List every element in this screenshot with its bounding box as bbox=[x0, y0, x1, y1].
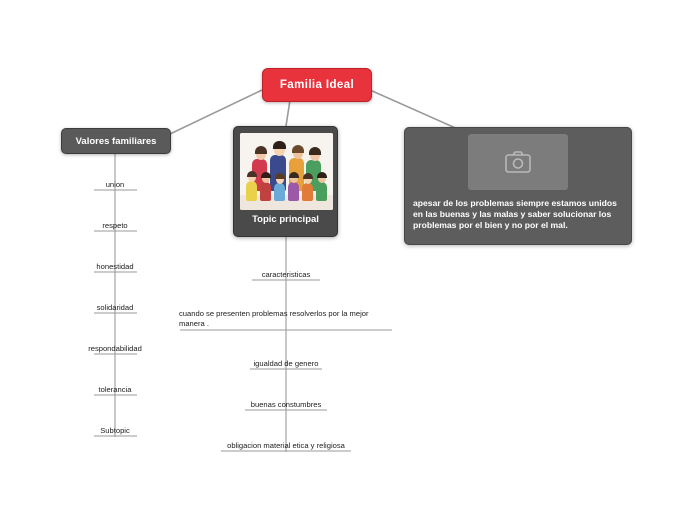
leaf-obligacion-material[interactable]: obligacion material etica y religiosa bbox=[227, 441, 345, 450]
branch-header-label: Valores familiares bbox=[75, 135, 157, 147]
leaf-tolerancia[interactable]: tolerancia bbox=[98, 385, 132, 394]
leaf-subtopic[interactable]: Subtopic bbox=[100, 426, 130, 435]
leaf-buenas-constumbres[interactable]: buenas constumbres bbox=[250, 400, 322, 409]
family-illustration bbox=[240, 133, 333, 210]
leaf-union[interactable]: union bbox=[105, 180, 125, 189]
leaf-resolver-problemas[interactable]: cuando se presenten problemas resolverlos por la mejor manera . bbox=[179, 309, 369, 328]
leaf-honestidad[interactable]: honestidad bbox=[96, 262, 134, 271]
topic-principal-label: Topic principal bbox=[252, 214, 319, 225]
leaf-caracteristicas[interactable]: caracteristicas bbox=[261, 270, 311, 279]
topic-principal-card[interactable] bbox=[233, 126, 338, 237]
note-card[interactable] bbox=[404, 127, 632, 245]
leaf-respeto[interactable]: respeto bbox=[102, 221, 128, 230]
root-node[interactable] bbox=[262, 68, 372, 102]
note-text: apesar de los problemas siempre estamos unidos en las buenas y las malas y saber solucionar los problemas por el bien y no por el mal. bbox=[413, 198, 617, 230]
branch-header-valores[interactable] bbox=[61, 128, 171, 154]
leaf-solidaridad[interactable]: solidaridad bbox=[96, 303, 134, 312]
photo-icon bbox=[468, 134, 568, 190]
leaf-respondabilidad[interactable]: respondabilidad bbox=[88, 344, 142, 353]
root-label: Familia Ideal bbox=[279, 79, 355, 91]
leaf-igualdad-genero[interactable]: igualdad de genero bbox=[253, 359, 319, 368]
